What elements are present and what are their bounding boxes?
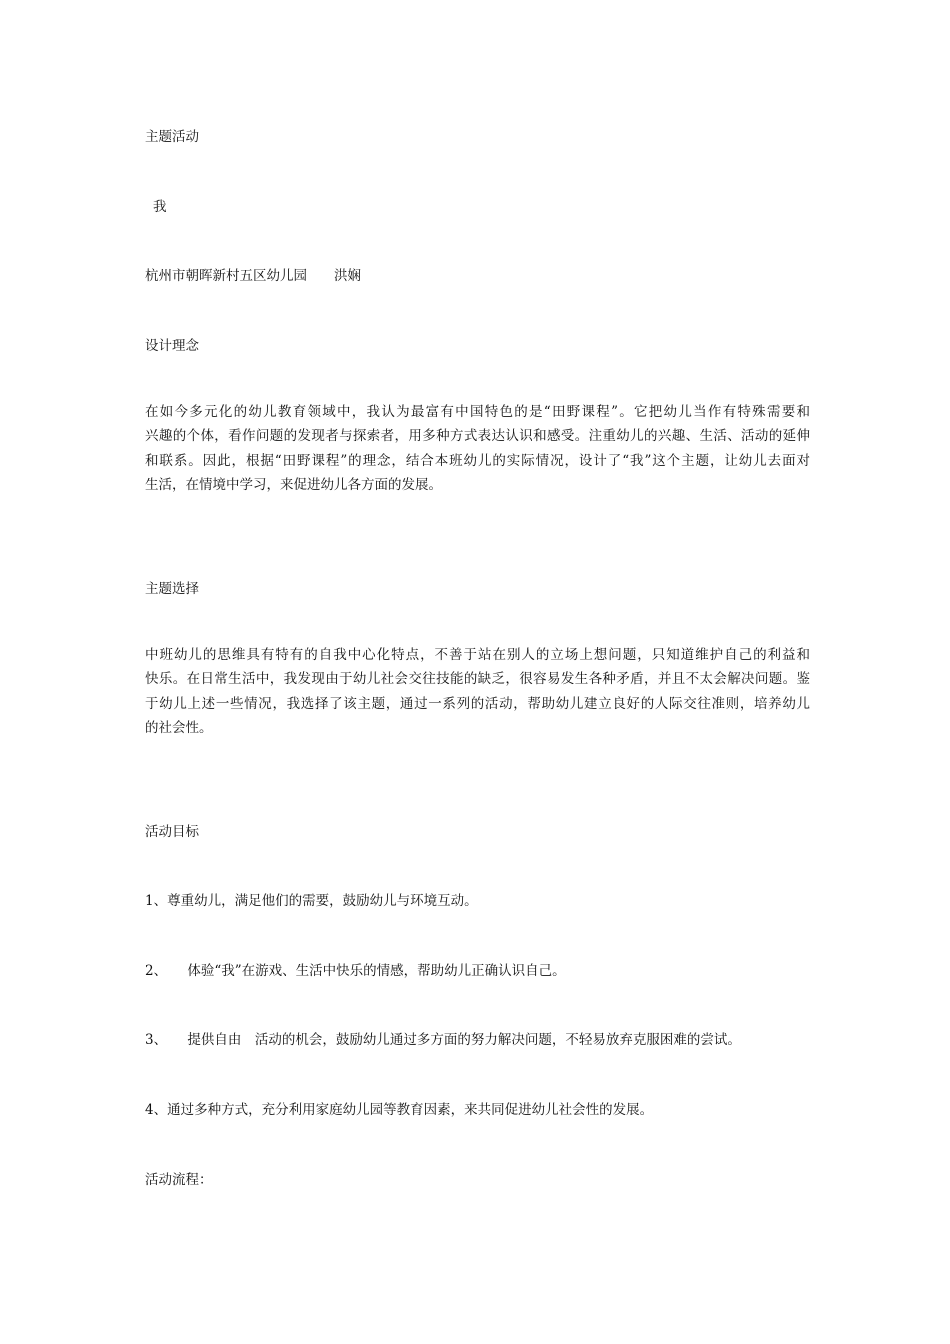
section-title-design: 设计理念 [145, 338, 199, 354]
choice-paragraph [145, 643, 810, 740]
goal-item-4: 4、通过多种方式，充分利用家庭幼儿园等教育因素，来共同促进幼儿社会性的发展。 [145, 1102, 654, 1118]
goal-item-1: 1、尊重幼儿，满足他们的需要，鼓励幼儿与环境互动。 [145, 893, 478, 909]
section-title-choice: 主题选择 [145, 581, 199, 597]
author-line: 杭州市朝晖新村五区幼儿园 洪娴 [145, 268, 361, 284]
design-paragraph [145, 400, 810, 497]
section-title-flow: 活动流程： [145, 1172, 213, 1188]
paragraph-line: 和联系。因此，根据“田野课程”的理念，结合本班幼儿的实际情况，设计了“我”这个主题，让幼儿去面对 [145, 452, 810, 469]
goal-item-2: 2、 体验“我”在游戏、生活中快乐的情感，帮助幼儿正确认识自己。 [145, 963, 566, 979]
paragraph-line: 中班幼儿的思维具有特有的自我中心化特点，不善于站在别人的立场上想问题，只知道维护自己的利益和 [145, 647, 810, 663]
goal-item-3: 3、 提供自由 活动的机会，鼓励幼儿通过多方面的努力解决问题，不轻易放弃克服困难的尝试。 [145, 1032, 741, 1048]
paragraph-line: 生活，在情境中学习，来促进幼儿各方面的发展。 [145, 476, 442, 493]
paragraph-line: 在如今多元化的幼儿教育领域中，我认为最富有中国特色的是“田野课程”。它把幼儿当作有特殊需要和 [145, 404, 810, 420]
document-heading: 主题活动 [145, 129, 199, 145]
paragraph-line: 快乐。在日常生活中，我发现由于幼儿社会交往技能的缺乏，很容易发生各种矛盾，并且不太会解决问题。鉴 [145, 671, 810, 688]
section-title-goals: 活动目标 [145, 824, 199, 840]
paragraph-line: 兴趣的个体，看作问题的发现者与探索者，用多种方式表达认识和感受。注重幼儿的兴趣、生活、活动的延伸 [145, 428, 810, 445]
paragraph-line: 于幼儿上述一些情况，我选择了该主题，通过一系列的活动，帮助幼儿建立良好的人际交往准则，培养幼儿 [145, 695, 810, 712]
document-subtitle: 我 [153, 199, 167, 215]
paragraph-line: 的社会性。 [145, 719, 213, 736]
